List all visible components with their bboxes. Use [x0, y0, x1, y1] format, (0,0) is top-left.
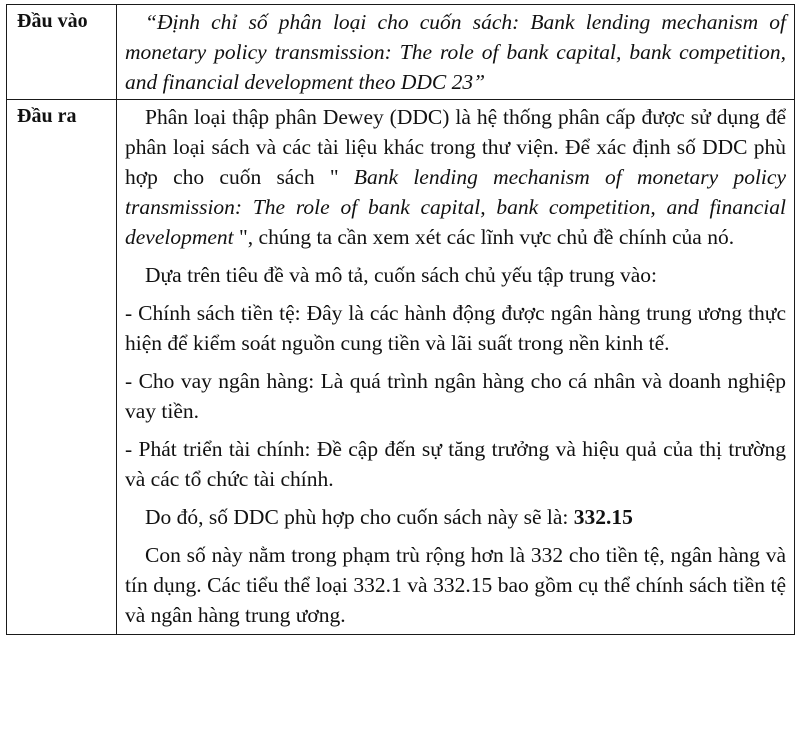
input-label: Đầu vào — [7, 5, 117, 100]
intro-text: Phân loại thập phân Dewey (DDC) là hệ thống phân cấp được sử dụng để phân loại sách và các tài liệu khác trong thư viện. Để xác định số DDC phù hợp cho cuốn sách " — [125, 105, 786, 189]
input-text: “Định chỉ số phân loại cho cuốn sách: Bank lending mechanism of monetary policy transmission: The role of bank capital, bank competition, and financial development theo DDC 23” — [125, 10, 786, 94]
book-title-text: Bank lending mechanism of monetary policy transmission: The role of bank capital, bank competition, and financial development — [125, 165, 786, 249]
bullet-bank-lending: - Cho vay ngân hàng: Là quá trình ngân hàng cho cá nhân và doanh nghiệp vay tiền. — [125, 369, 786, 423]
bullet-monetary-policy: - Chính sách tiền tệ: Đây là các hành động được ngân hàng trung ương thực hiện để kiểm soát nguồn cung tiền và lãi suất trong nền kinh tế. — [125, 301, 786, 355]
input-row — [7, 5, 795, 100]
focus-paragraph: Dựa trên tiêu đề và mô tả, cuốn sách chủ yếu tập trung vào: — [145, 263, 657, 287]
output-row — [7, 100, 795, 635]
io-table — [6, 4, 795, 635]
output-content — [117, 100, 795, 635]
input-content — [117, 5, 795, 100]
ddc-number: 332.15 — [573, 505, 633, 529]
ddc-result-paragraph — [125, 502, 786, 532]
output-intro-paragraph — [125, 102, 786, 252]
ddc-explanation-paragraph: Con số này nằm trong phạm trù rộng hơn là 332 cho tiền tệ, ngân hàng và tín dụng. Các tiểu thể loại 332.1 và 332.15 bao gồm cụ thể chính sách tiền tệ và ngân hàng trung ương. — [125, 543, 786, 627]
intro-text-end: ", chúng ta cần xem xét các lĩnh vực chủ đề chính của nó. — [239, 225, 735, 249]
output-label: Đầu ra — [7, 100, 117, 635]
bullet-financial-development: - Phát triển tài chính: Đề cập đến sự tăng trưởng và hiệu quả của thị trường và các tổ chức tài chính. — [125, 437, 786, 491]
ddc-result-text: Do đó, số DDC phù hợp cho cuốn sách này sẽ là: — [145, 505, 574, 529]
